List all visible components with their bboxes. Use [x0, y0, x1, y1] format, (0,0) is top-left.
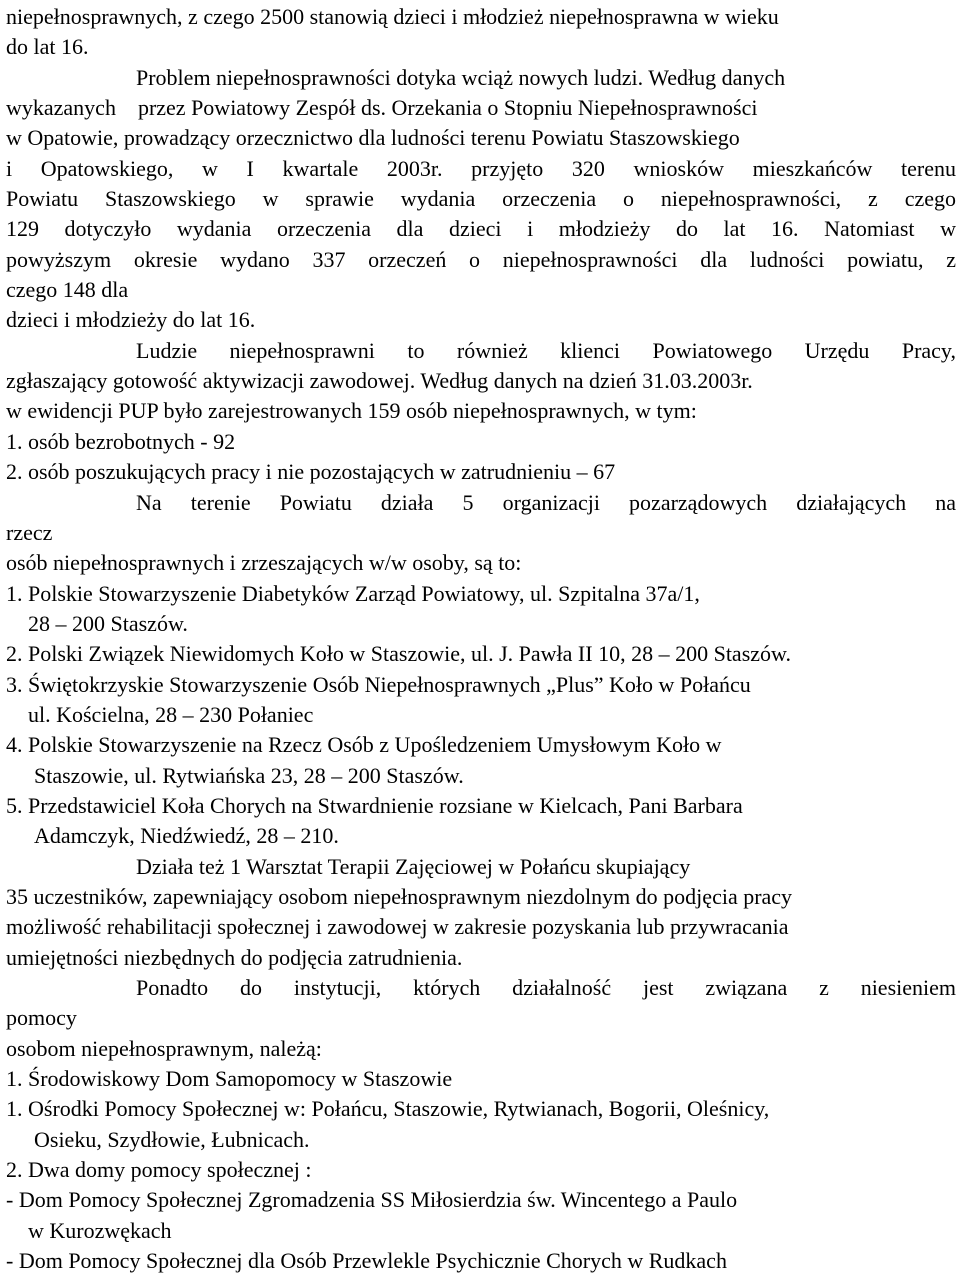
paragraph-start-line: Ponadto do instytucji, których działalność jest związana z niesieniem	[136, 975, 956, 1000]
list-item: 1. Środowiskowy Dom Samopomocy w Staszowie	[6, 1066, 453, 1092]
text-line: Powiatu Staszowskiego w sprawie wydania orzeczenia o niepełnosprawności, z czego	[6, 186, 956, 212]
paragraph-start-line: Problem niepełnosprawności dotyka wciąż nowych ludzi. Według danych	[136, 64, 786, 90]
list-item: 2. Dwa domy pomocy społecznej :	[6, 1157, 312, 1183]
text-line: pomocy	[6, 1005, 77, 1031]
text-line: w Opatowie, prowadzący orzecznictwo dla ludności terenu Powiatu Staszowskiego	[6, 125, 740, 151]
list-item: 5. Przedstawiciel Koła Chorych na Stwardnienie rozsiane w Kielcach, Pani Barbara	[6, 792, 743, 818]
text-line: czego 148 dla	[6, 277, 129, 303]
text-line: wykazanych przez Powiatowy Zespół ds. Orzekania o Stopniu Niepełnosprawności	[6, 95, 758, 121]
text-line: zgłaszający gotowość aktywizacji zawodowej. Według danych na dzień 31.03.2003r.	[6, 368, 753, 394]
text-line: w ewidencji PUP było zarejestrowanych 159 osób niepełnosprawnych, w tym:	[6, 398, 697, 424]
text-line: do lat 16.	[6, 34, 89, 60]
list-item: - Dom Pomocy Społecznej Zgromadzenia SS Miłosierdzia św. Wincentego a Paulo	[6, 1187, 738, 1213]
text-line: 129 dotyczyło wydania orzeczenia dla dzieci i młodzieży do lat 16. Natomiast w	[6, 216, 956, 242]
text-line: 35 uczestników, zapewniający osobom niepełnosprawnym niezdolnym do podjęcia pracy	[6, 883, 793, 909]
paragraph-start-line: Ludzie niepełnosprawni to również klienci Powiatowego Urzędu Pracy,	[136, 337, 956, 363]
paragraph-start-line: Na terenie Powiatu działa 5 organizacji pozarządowych działających na	[136, 489, 956, 515]
list-item: 1. Ośrodki Pomocy Społecznej w: Połańcu, Staszowie, Rytwianach, Bogorii, Oleśnicy,	[6, 1096, 770, 1122]
text-line: możliwość rehabilitacji społecznej i zawodowej w zakresie pozyskania lub przywracania	[6, 914, 789, 940]
text-line: dzieci i młodzieży do lat 16.	[6, 307, 256, 333]
list-item-continuation: Staszowie, ul. Rytwiańska 23, 28 – 200 Staszów.	[34, 762, 464, 788]
list-item: 3. Świętokrzyskie Stowarzyszenie Osób Niepełnosprawnych „Plus” Koło w Połańcu	[6, 671, 751, 697]
list-item: 4. Polskie Stowarzyszenie na Rzecz Osób z Upośledzeniem Umysłowym Koło w	[6, 732, 722, 758]
text-line: rzecz	[6, 519, 53, 545]
text-line: umiejętności niezbędnych do podjęcia zatrudnienia.	[6, 944, 463, 970]
text-line: osób niepełnosprawnych i zrzeszających w/w osoby, są to:	[6, 550, 522, 576]
text-line: osobom niepełnosprawnym, należą:	[6, 1035, 322, 1061]
document-page	[6, 2, 956, 1276]
list-item-continuation: ul. Kościelna, 28 – 230 Połaniec	[28, 701, 314, 727]
list-item: 1. Polskie Stowarzyszenie Diabetyków Zarząd Powiatowy, ul. Szpitalna 37a/1,	[6, 580, 700, 606]
list-item-continuation: 28 – 200 Staszów.	[28, 610, 188, 636]
text-line: powyższym okresie wydano 337 orzeczeń o niepełnosprawności dla ludności powiatu, z	[6, 246, 956, 272]
list-item: 2. Polski Związek Niewidomych Koło w Staszowie, ul. J. Pawła II 10, 28 – 200 Staszów.	[6, 641, 791, 667]
list-item-continuation: Osieku, Szydłowie, Łubnicach.	[34, 1126, 310, 1152]
text-line: niepełnosprawnych, z czego 2500 stanowią dzieci i młodzież niepełnosprawna w wieku	[6, 4, 779, 29]
list-item: - Dom Pomocy Społecznej dla Osób Przewlekle Psychicznie Chorych w Rudkach	[6, 1248, 727, 1274]
list-item: 2. osób poszukujących pracy i nie pozostających w zatrudnieniu – 67	[6, 459, 616, 485]
text-line: i Opatowskiego, w I kwartale 2003r. przyjęto 320 wniosków mieszkańców terenu	[6, 155, 956, 181]
paragraph-start-line: Działa też 1 Warsztat Terapii Zajęciowej w Połańcu skupiający	[136, 853, 691, 879]
list-item-continuation: Adamczyk, Niedźwiedź, 28 – 210.	[34, 823, 339, 849]
list-item-continuation: w Kurozwękach	[28, 1217, 172, 1243]
list-item: 1. osób bezrobotnych - 92	[6, 428, 236, 454]
